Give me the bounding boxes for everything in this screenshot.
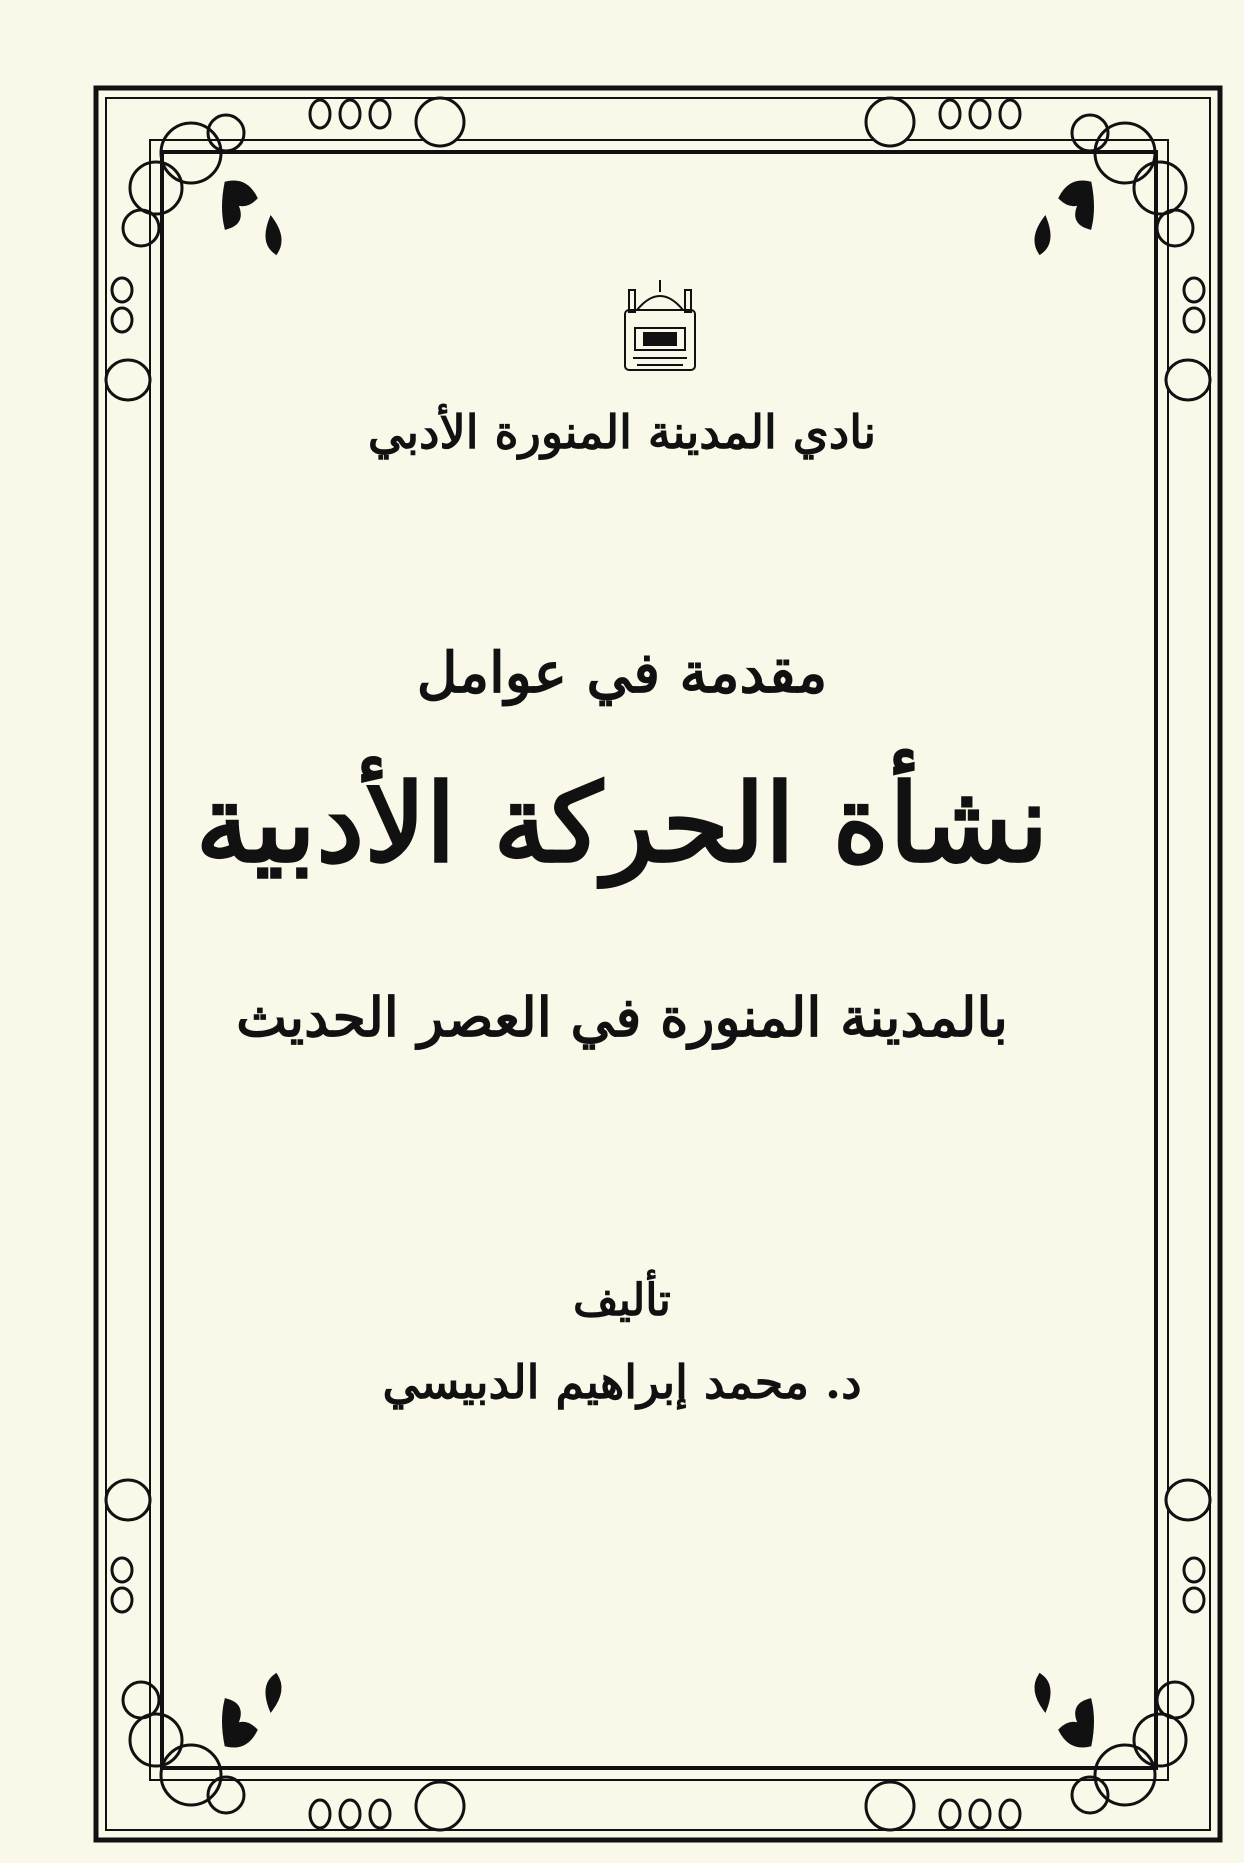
book-subtitle: مقدمة في عوامل	[416, 640, 828, 706]
mosque-emblem-icon	[617, 280, 703, 380]
author-label: تأليف	[573, 1275, 671, 1326]
book-title-continuation: بالمدينة المنورة في العصر الحديث	[236, 985, 1008, 1049]
book-title: نشأة الحركة الأدبية	[195, 761, 1049, 887]
author-name: د. محمد إبراهيم الدبيسي	[382, 1355, 862, 1409]
publisher-name: نادي المدينة المنورة الأدبي	[367, 405, 877, 459]
